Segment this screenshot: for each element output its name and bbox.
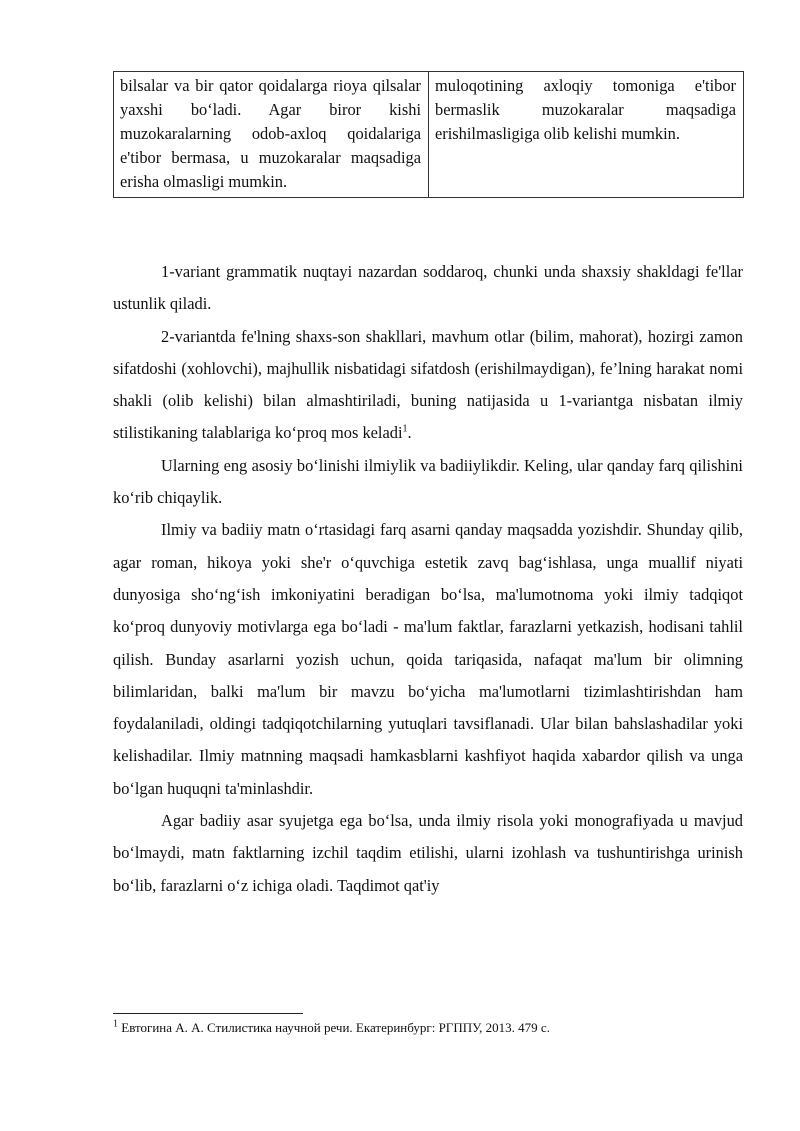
footnote-text: Евтогина А. А. Стилистика научной речи. Екатеринбург: РГППУ, 2013. 479 с. [121,1020,550,1035]
footnote-separator [113,1013,303,1014]
table-row [114,72,744,198]
table-cell-left: bilsalar va bir qator qoidalarga rioya qilsalar yaxshi bo‘ladi. Agar biror kishi muzokaralarning odob-axloq qoidalariga e'tibor bermasa, u muzokaralar maqsadiga erisha olmasligi mumkin. [114,72,429,198]
paragraph-2-end: . [407,423,412,443]
paragraph-2 [113,321,743,450]
paragraph-2-text: 2-variantda fe'lning shaxs-son shakllari, mavhum otlar (bilim, mahorat), hozirgi zamon sifatdoshi (xohlovchi), majhullik nisbatidagi sifatdosh (erishilmaydigan), fe’lning harakat nomi shakli (olib kelishi) bilan almashtiriladi, buning natijasida u 1-variantga nisbatan ilmiy stilistikaning talablariga ko‘proq mos keladi [113,326,743,443]
body-text [113,256,743,902]
footnote-reference[interactable]: 1 [402,424,408,436]
paragraph-4: Ilmiy va badiiy matn o‘rtasidagi farq asarni qanday maqsadda yozishdir. Shunday qilib, agar roman, hikoya yoki she'r o‘quvchiga estetik zavq bag‘ishlasa, unga muallif niyati dunyosiga sho‘ng‘ish imkoniyatini beradigan bo‘lsa, ma'lumotnoma yoki ilmiy tadqiqot ko‘proq dunyoviy motivlarga ega bo‘ladi - ma'lum faktlar, farazlarni yetkazish, hodisani tahlil qilish. Bunday asarlarni yozish uchun, qoida tariqasida, nafaqat ma'lum bir olimning bilimlaridan, balki ma'lum bir mavzu bo‘yicha ma'lumotlarni tizimlashtirishdan ham foydalaniladi, oldingi tadqiqotchilarning yutuqlari tavsiflanadi. Ular bilan bahslashadilar yoki kelishadilar. Ilmiy matnning maqsadi hamkasblarni kashfiyot haqida xabardor qilish va unga bo‘lgan huquqni ta'minlashdir. [113,520,743,798]
paragraph-3: Ularning eng asosiy bo‘linishi ilmiylik va badiiylikdir. Keling, ular qanday farq qilishini ko‘rib chiqaylik. [113,455,743,508]
footnote-marker: 1 [113,1018,118,1030]
table-cell-right: muloqotining axloqiy tomoniga e'tibor bermaslik muzokaralar maqsadiga erishilmasligiga olib kelishi mumkin. [429,72,744,198]
footnote [113,1019,753,1037]
paragraph-5: Agar badiiy asar syujetga ega bo‘lsa, unda ilmiy risola yoki monografiyada u mavjud bo‘lmaydi, matn faktlarning izchil taqdim etilishi, ularni izohlash va tushuntirishga urinish bo‘lib, farazlarni o‘z ichiga oladi. Taqdimot qat'iy [113,811,743,895]
comparison-table [113,71,744,198]
paragraph-1: 1-variant grammatik nuqtayi nazardan soddaroq, chunki unda shaxsiy shakldagi fe'llar ustunlik qiladi. [113,262,743,314]
